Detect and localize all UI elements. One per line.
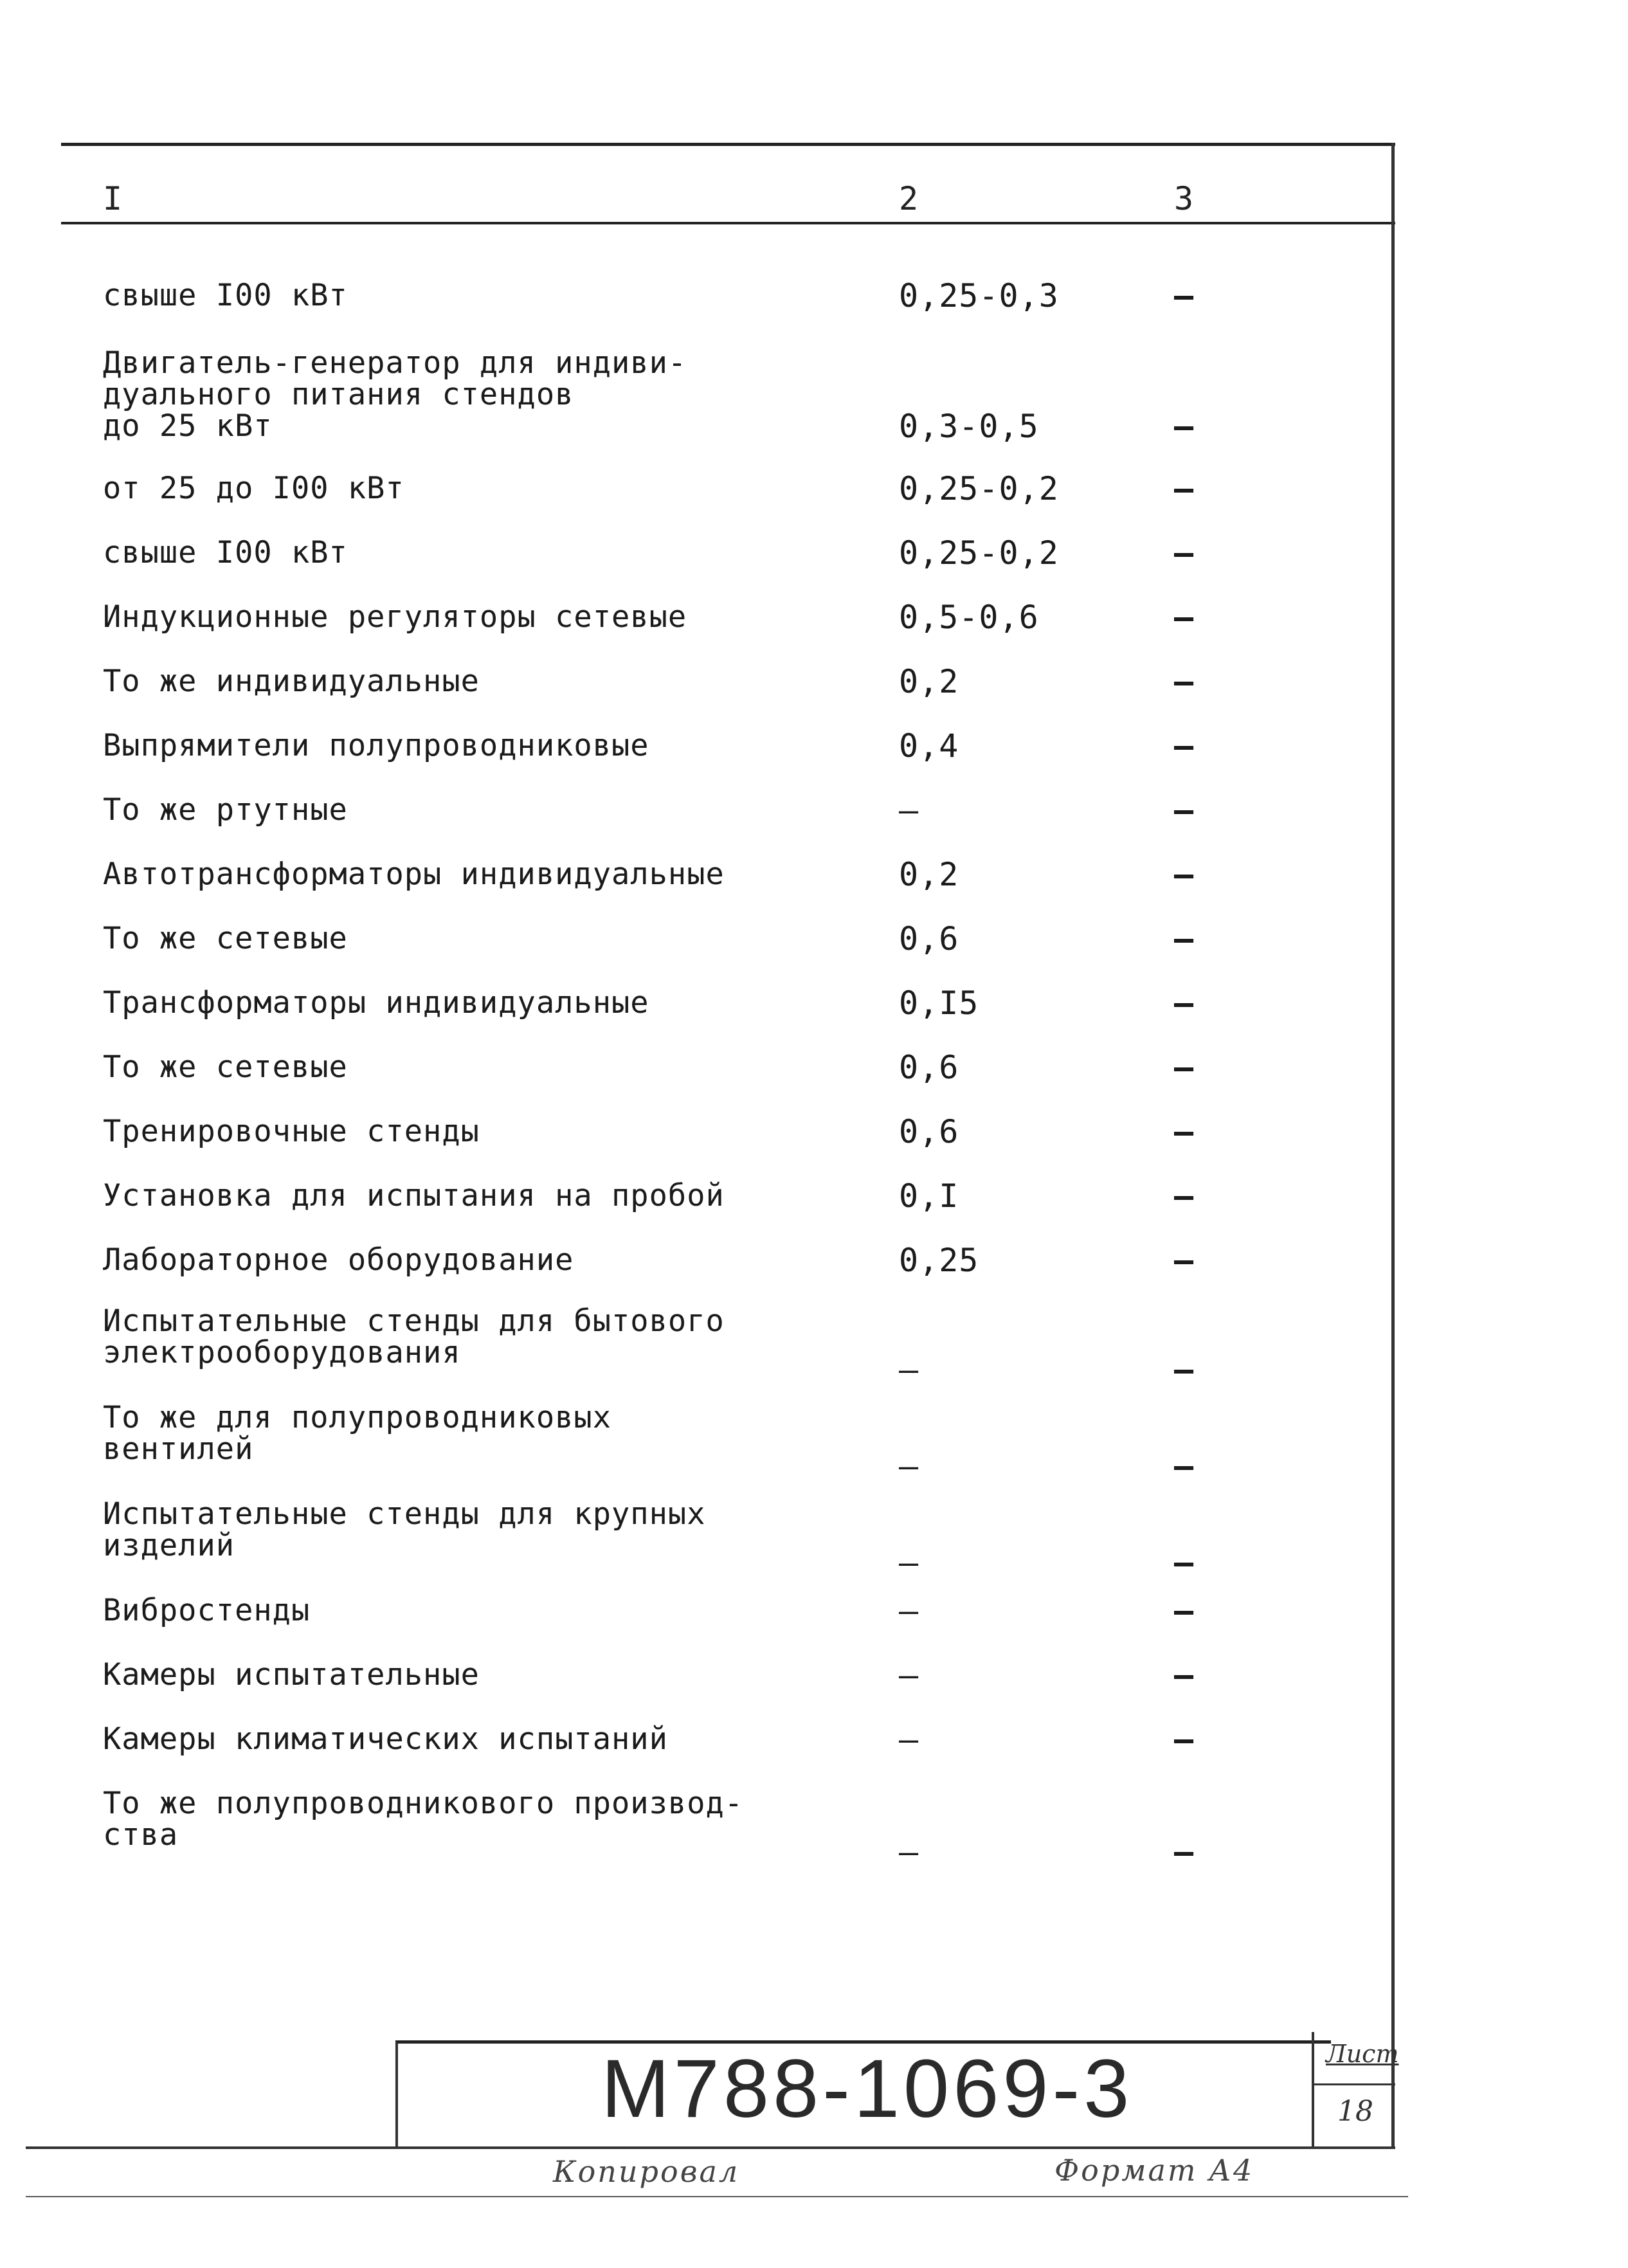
row-value-2: 0,I <box>899 1177 959 1215</box>
row-value-3: – <box>1174 408 1194 445</box>
row-item-name: от 25 до I00 кВт <box>103 471 404 506</box>
row-value-2: 0,25-0,3 <box>899 277 1059 314</box>
row-value-3: – <box>1174 1351 1194 1388</box>
row-item-name: То же полупроводникового производ- ства <box>103 1786 744 1853</box>
row-item-name: То же сетевые <box>103 921 348 956</box>
row-item-name: Автотрансформаторы индивидуальные <box>103 857 725 892</box>
row-value-2: 0,6 <box>899 920 959 957</box>
row-value-3: – <box>1174 1242 1194 1279</box>
row-value-3: – <box>1174 1049 1194 1086</box>
row-item-name: То же для полупроводниковых вентилей <box>103 1400 612 1467</box>
row-value-2: 0,6 <box>899 1049 959 1086</box>
row-value-3: – <box>1174 277 1194 314</box>
row-value-3: – <box>1174 470 1194 507</box>
format-label: Формат А4 <box>1054 2153 1254 2188</box>
row-value-3: – <box>1174 856 1194 893</box>
row-value-2: 0,5-0,6 <box>899 599 1039 636</box>
row-value-2: 0,I5 <box>899 984 979 1022</box>
row-item-name: То же сетевые <box>103 1049 348 1085</box>
row-item-name: Установка для испытания на пробой <box>103 1178 725 1213</box>
row-value-3: – <box>1174 1113 1194 1150</box>
row-value-2: 0,25 <box>899 1242 979 1279</box>
copied-by-label: Копировал <box>553 2154 740 2189</box>
row-value-3: – <box>1174 984 1194 1022</box>
column-header-2: 2 <box>899 180 919 217</box>
row-item-name: Испытательные стенды для крупных изделий <box>103 1496 706 1563</box>
sheet-number: 18 <box>1337 2095 1373 2128</box>
row-item-name: Лабораторное оборудование <box>103 1242 574 1278</box>
row-value-2: – <box>899 1351 919 1388</box>
row-item-name: Индукционные регуляторы сетевые <box>103 599 687 635</box>
row-value-2: 0,2 <box>899 663 959 700</box>
row-value-3: – <box>1174 1721 1194 1758</box>
document-designation: М788-1069-3 <box>601 2043 1134 2135</box>
row-item-name: Испытательные стенды для бытового электрооборудования <box>103 1303 725 1370</box>
row-item-name: Двигатель-генератор для индиви- дуального питания стендов до 25 кВт <box>103 345 687 444</box>
row-item-name: То же ртутные <box>103 792 348 828</box>
row-value-3: – <box>1174 1544 1194 1581</box>
row-value-3: – <box>1174 1177 1194 1215</box>
row-item-name: Выпрямители полупроводниковые <box>103 728 649 763</box>
row-value-3: – <box>1174 920 1194 957</box>
sheet-label: Лист <box>1326 2040 1399 2068</box>
row-value-2: – <box>899 1656 919 1694</box>
row-value-2: – <box>899 1592 919 1629</box>
row-item-name: свыше I00 кВт <box>103 278 348 313</box>
row-item-name: То же индивидуальные <box>103 664 480 699</box>
row-value-2: 0,25-0,2 <box>899 470 1059 507</box>
row-item-name: Тренировочные стенды <box>103 1114 480 1149</box>
row-value-2: – <box>899 1833 919 1871</box>
column-header-1: I <box>103 180 123 217</box>
row-item-name: свыше I00 кВт <box>103 535 348 570</box>
row-value-2: 0,3-0,5 <box>899 408 1039 445</box>
row-value-3: – <box>1174 599 1194 636</box>
sheet-cell-divider <box>1312 2083 1395 2085</box>
row-value-2: 0,6 <box>899 1113 959 1150</box>
row-value-3: – <box>1174 792 1194 829</box>
row-value-2: 0,2 <box>899 856 959 893</box>
row-value-3: – <box>1174 727 1194 765</box>
row-value-3: – <box>1174 663 1194 700</box>
row-value-2: 0,25-0,2 <box>899 534 1059 572</box>
row-value-3: – <box>1174 1833 1194 1871</box>
row-value-2: – <box>899 792 919 829</box>
row-item-name: Камеры испытательные <box>103 1657 480 1692</box>
row-value-2: 0,4 <box>899 727 959 765</box>
row-value-3: – <box>1174 1447 1194 1485</box>
row-value-2: – <box>899 1721 919 1758</box>
row-value-2: – <box>899 1544 919 1581</box>
column-header-3: 3 <box>1174 180 1194 217</box>
row-item-name: Вибростенды <box>103 1593 311 1628</box>
row-value-2: – <box>899 1447 919 1485</box>
row-item-name: Трансформаторы индивидуальные <box>103 985 649 1021</box>
row-value-3: – <box>1174 1592 1194 1629</box>
row-item-name: Камеры климатических испытаний <box>103 1721 668 1757</box>
row-value-3: – <box>1174 534 1194 572</box>
row-value-3: – <box>1174 1656 1194 1694</box>
